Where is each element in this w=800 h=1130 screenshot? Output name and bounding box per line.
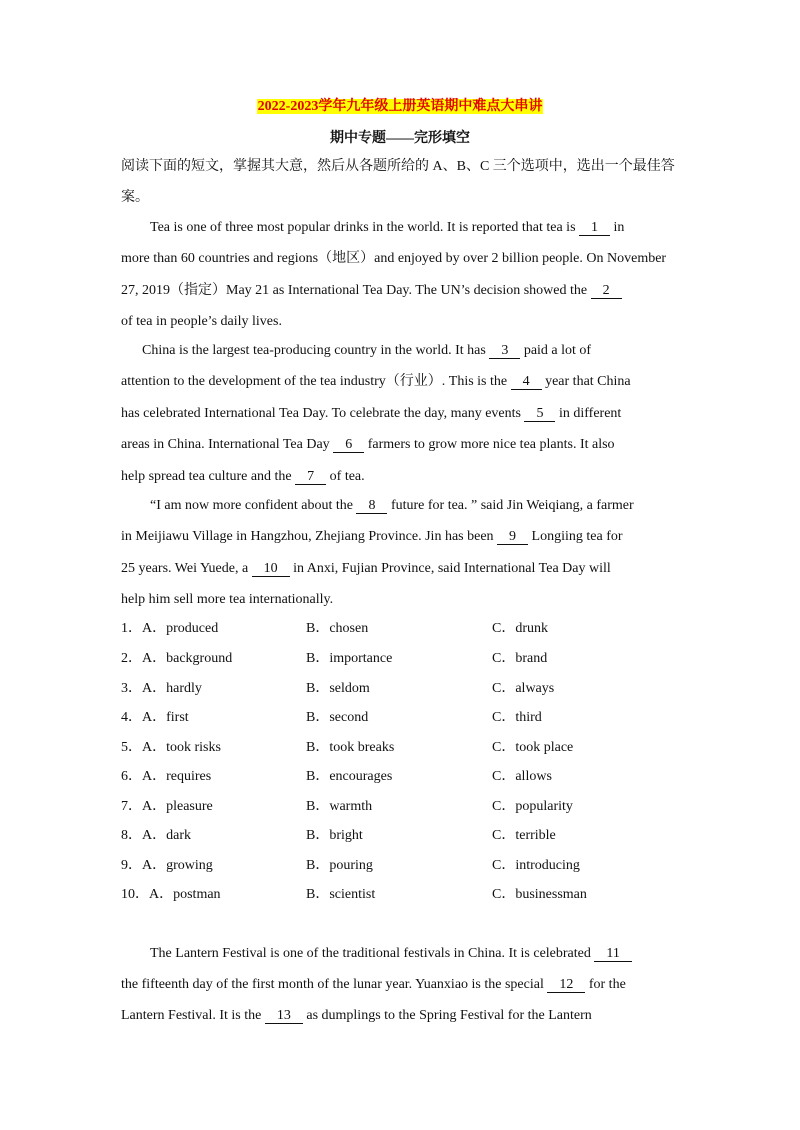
option-b: B．pouring [306,858,373,873]
option-b: B．bright [306,828,363,843]
blank-6: 6 [333,438,364,453]
option-c: C．third [492,710,542,725]
option-c: C．allows [492,769,552,784]
passage-line: “I am now more confident about the 8 future for tea. ” said Jin Weiqiang, a farmer [150,498,634,513]
option-row [121,620,721,638]
option-row [121,798,721,816]
passage-line: The Lantern Festival is one of the traditional festivals in China. It is celebrated 11 [150,945,632,963]
passage-line: help him sell more tea internationally. [121,592,334,607]
blank-11: 11 [594,947,631,962]
option-b: B．scientist [306,887,376,902]
option-c: C．terrible [492,828,556,843]
blank-13: 13 [265,1009,303,1024]
blank-5: 5 [524,407,555,422]
passage-line: Lantern Festival. It is the 13 as dumplings to the Spring Festival for the Lantern [121,1008,592,1023]
option-c: C．businessman [492,887,587,902]
blank-8: 8 [356,499,387,514]
passage-line: 25 years. Wei Yuede, a 10 in Anxi, Fujian Province, said International Tea Day will [121,561,611,576]
option-row [121,827,721,845]
passage-line: areas in China. International Tea Day 6 farmers to grow more nice tea plants. It also [121,437,615,452]
blank-9: 9 [497,530,528,545]
passage-line: in Meijiawu Village in Hangzhou, Zhejiang Province. Jin has been 9 Longiing tea for [121,529,623,544]
option-c: C．took place [492,740,574,755]
option-row [121,768,721,786]
option-b: B．encourages [306,769,393,784]
option-row [121,650,721,668]
option-a: 6．A．requires [121,769,212,784]
option-c: C．popularity [492,799,573,814]
passage-line: the fifteenth day of the first month of the lunar year. Yuanxiao is the special 12 for the [121,977,626,992]
option-row [121,680,721,698]
option-c: C．introducing [492,858,580,873]
option-row [121,709,721,727]
passage-line: of tea in people’s daily lives. [121,314,282,329]
passage-line: has celebrated International Tea Day. To celebrate the day, many events 5 in different [121,406,622,421]
passage-line: attention to the development of the tea industry（行业）. This is the 4 year that China [121,374,631,389]
option-a: 1．A．produced [121,621,219,636]
option-b: B．warmth [306,799,373,814]
option-a: 7．A．pleasure [121,799,213,814]
option-a: 5．A．took risks [121,740,221,755]
passage-line: Tea is one of three most popular drinks in the world. It is reported that tea is 1 in [150,220,625,235]
option-b: B．importance [306,651,393,666]
passage-line: China is the largest tea-producing country in the world. It has 3 paid a lot of [142,343,592,358]
option-a: 10．A．postman [121,887,221,902]
option-a: 3．A．hardly [121,681,202,696]
instruction-line: 阅读下面的短文，掌握其大意，然后从各题所给的 A、B、C 三个选项中，选出一个最佳答 [121,159,675,174]
option-b: B．second [306,710,369,725]
option-a: 9．A．growing [121,858,213,873]
passage-line: help spread tea culture and the 7 of tea. [121,469,365,484]
option-a: 2．A．background [121,651,233,666]
option-row [121,739,721,757]
option-b: B．seldom [306,681,370,696]
blank-12: 12 [547,978,585,993]
option-c: C．drunk [492,621,548,636]
option-b: B．chosen [306,621,369,636]
option-b: B．took breaks [306,740,395,755]
page-subtitle: 期中专题——完形填空 [330,131,470,146]
option-c: C．brand [492,651,548,666]
option-c: C．always [492,681,555,696]
blank-3: 3 [489,344,520,359]
option-a: 8．A．dark [121,828,191,843]
passage-line: 27, 2019（指定）May 21 as International Tea Day. The UN’s decision showed the 2 [121,282,622,300]
option-row [121,886,721,904]
passage-line: more than 60 countries and regions（地区）and enjoyed by over 2 billion people. On November [121,251,667,266]
option-a: 4．A．first [121,710,189,725]
blank-1: 1 [579,221,610,236]
page-title: 2022-2023学年九年级上册英语期中难点大串讲 [257,99,543,114]
blank-10: 10 [252,562,290,577]
instruction-line: 案。 [121,190,149,205]
blank-4: 4 [511,375,542,390]
option-row [121,857,721,875]
blank-7: 7 [295,470,326,485]
blank-2: 2 [591,284,622,299]
